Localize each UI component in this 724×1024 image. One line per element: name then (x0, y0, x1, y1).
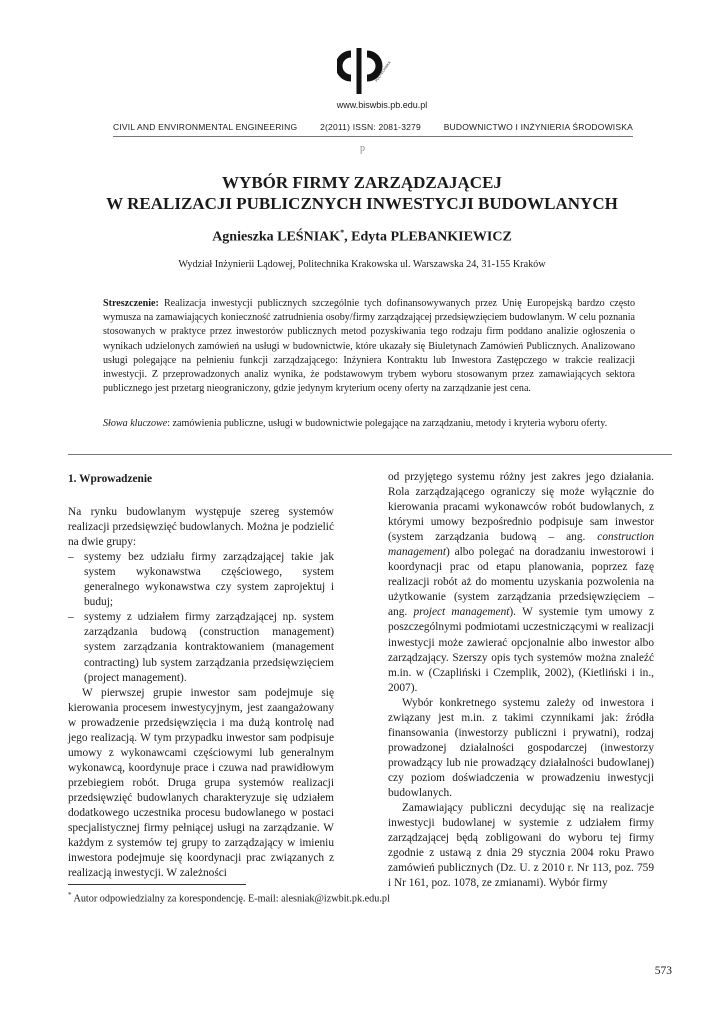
author-2: , Edyta PLEBANKIEWICZ (344, 229, 512, 245)
title-line-2: W REALIZACJI PUBLICZNYCH INWESTYCJI BUDOWLANYCH (106, 194, 618, 213)
footnote (68, 891, 390, 904)
text-run: ) albo polegać na doradzaniu inwestorowi i koordynacji prac od etapu planowania, poprzez fazę realizacji robót aż do momentu uzyskania pozwolenia na użytkowanie (system zarządzania przedsięwzięciem – ang. (388, 546, 654, 619)
bullet-dash: – (68, 611, 74, 624)
paragraph (388, 470, 654, 696)
title-line-1: WYBÓR FIRMY ZARZĄDZAJĄCEJ (222, 173, 502, 192)
right-column (388, 470, 654, 891)
journal-header (113, 122, 633, 132)
bullet-text: systemy bez udziału firmy zarządzającej takie jak system wykonawstwa częściowego, system generalnego wykonawstwa czy system zaprojektuj i buduj; (84, 551, 334, 609)
footnote-text: Autor odpowiedzialny za korespondencję. E-mail: alesniak@izwbit.pk.edu.pl (71, 893, 390, 905)
italic-term: project management (413, 606, 510, 619)
university-logo (337, 42, 395, 100)
paragraph: Zamawiający publiczni decydując się na realizacje inwestycji budowlanej w systemie z udziałem firmy zarządzającej będą zobligowani do wyboru tej firmy zgodnie z ustawą z dnia 29 stycznia 2004 roku Prawo zamówień publicznych (Dz. U. z 2010 r. Nr 113, poz. 759 i Nr 161, poz. 1078, ze zmianami). Wybór firmy (388, 802, 654, 890)
header-rule (113, 136, 633, 137)
journal-name-en: CIVIL AND ENVIRONMENTAL ENGINEERING (113, 122, 298, 132)
affiliation: Wydział Inżynierii Lądowej, Politechnika Krakowska ul. Warszawska 24, 31-155 Kraków (178, 259, 546, 270)
authors (60, 228, 664, 246)
bullet-item (68, 610, 334, 685)
svg-text:POLITECHNIKA: POLITECHNIKA (374, 60, 392, 83)
left-column (68, 472, 334, 881)
footnote-mark: * (68, 891, 72, 899)
corresponding-mark: * (340, 228, 345, 237)
keywords-label: Słowa kluczowe (103, 418, 168, 429)
p-mark: p (360, 143, 365, 154)
text-run: ). W systemie tym umowy z poszczególnymi podmiotami uczestniczącymi w realizacji inwestycji może zawierać opcjonalnie albo inwestor albo zarządzający. Szerszy opis tych systemów można znaleźć m.in. w (Czapliński i Czemplik, 2002), (Kietliński i in., 2007). (388, 606, 654, 694)
paragraph: Wybór konkretnego systemu zależy od inwestora i związany jest m.in. z takimi czynnikami jak: źródła finansowania (inwestorzy publiczni i prywatni), rodzaj prowadzonej działalności gospodarczej (inwestorzy prowadzący lub nie prowadzący działalności budowlanej) czy poziom doświadczenia w prowadzeniu inwestycji budowlanych. (388, 696, 654, 799)
journal-url: www.biswbis.pb.edu.pl (336, 100, 428, 110)
italic-term: construction management (388, 531, 654, 559)
text-run: od przyjętego systemu różny jest zakres jego działania. Rola zarządzającego ograniczy się może wyłącznie do kierowania pracami wykonawców robót budowlanych, z którymi umowy bezpośrednio podpisuje sam inwestor (system zarządzania budową – ang. (388, 471, 654, 544)
journal-issue: 2(2011) ISSN: 2081-3279 (320, 122, 421, 132)
abstract-label: Streszczenie: (103, 298, 159, 309)
abstract-text: Realizacja inwestycji publicznych szczególnie tych dofinansowywanych przez Unię Europejską bardzo często wymusza na zamawiających konieczność zatrudnienia osoby/firmy zarządzającej przedsięwzięciem budowlanym. W celu poznania stosowanych w praktyce przez inwestorów publicznych metod pozyskiwania tego rodzaju firm poddano analizie ogłoszenia o wynikach udzielonych zamówień na usługi w budownictwie, które ukazały się Biuletynach Zamówień Publicznych. Analizowano usługi polegające na pełnieniu funkcji zarządzającego: Inżyniera Kontraktu lub Inwestora Zastępczego w trakcie realizacji inwestycji. Z przeprowadzonych analiz wynika, że podstawowym trybem wyboru stosowanym przez zamawiających sektora publicznego jest przetarg nieograniczony, gdzie jedynym kryterium oceny oferty na zarządzanie jest cena. (103, 298, 635, 395)
article-title (60, 172, 664, 214)
footnote-rule (68, 884, 246, 885)
bullet-item (68, 550, 334, 610)
bullet-dash: – (68, 551, 74, 564)
journal-name-pl: BUDOWNICTWO I INŻYNIERIA ŚRODOWISKA (443, 122, 633, 132)
section-heading: 1. Wprowadzenie (68, 473, 153, 485)
keywords-text: : zamówienia publiczne, usługi w budownictwie polegające na zarządzaniu, metody i kryteria wyboru oferty. (167, 418, 608, 429)
bullet-text: systemy z udziałem firmy zarządzającej np. system zarządzania budową (construction management) system zarządzania kontraktowaniem (management contracting) lub system zarządzania przedsięwzięciem (project management). (84, 611, 334, 684)
paragraph: W pierwszej grupie inwestor sam podejmuje się kierowania procesem inwestycyjnym, jest zaangażowany w prowadzenie przedsięwzięcia i ma dużą kontrolę nad jego realizacją. W tym przypadku inwestor sam podpisuje umowy z wykonawcami częściowymi lub generalnym wykonawcą, koordynuje prace i czuwa nad prawidłowym przebiegiem robót. Druga grupa systemów realizacji przedsięwzięć budowlanych charakteryzuje się udziałem dodatkowego uczestnika procesu budowlanego w postaci specjalistycznej firmy pełniącej usługi na zarządzanie. W każdym z systemów tej grupy to zarządzający w imieniu inwestora podejmuje się koordynacji prac związanych z realizacją inwestycji. W zależności (68, 686, 334, 880)
paragraph: Na rynku budowlanym występuje szereg systemów realizacji przedsięwzięć budowlanych. Można je podzielić na dwie grupy: (68, 506, 334, 549)
page-number: 573 (654, 965, 672, 977)
author-1: Agnieszka LEŚNIAK (212, 229, 341, 245)
abstract (103, 297, 635, 396)
keywords (103, 417, 635, 431)
section-rule (68, 454, 672, 455)
